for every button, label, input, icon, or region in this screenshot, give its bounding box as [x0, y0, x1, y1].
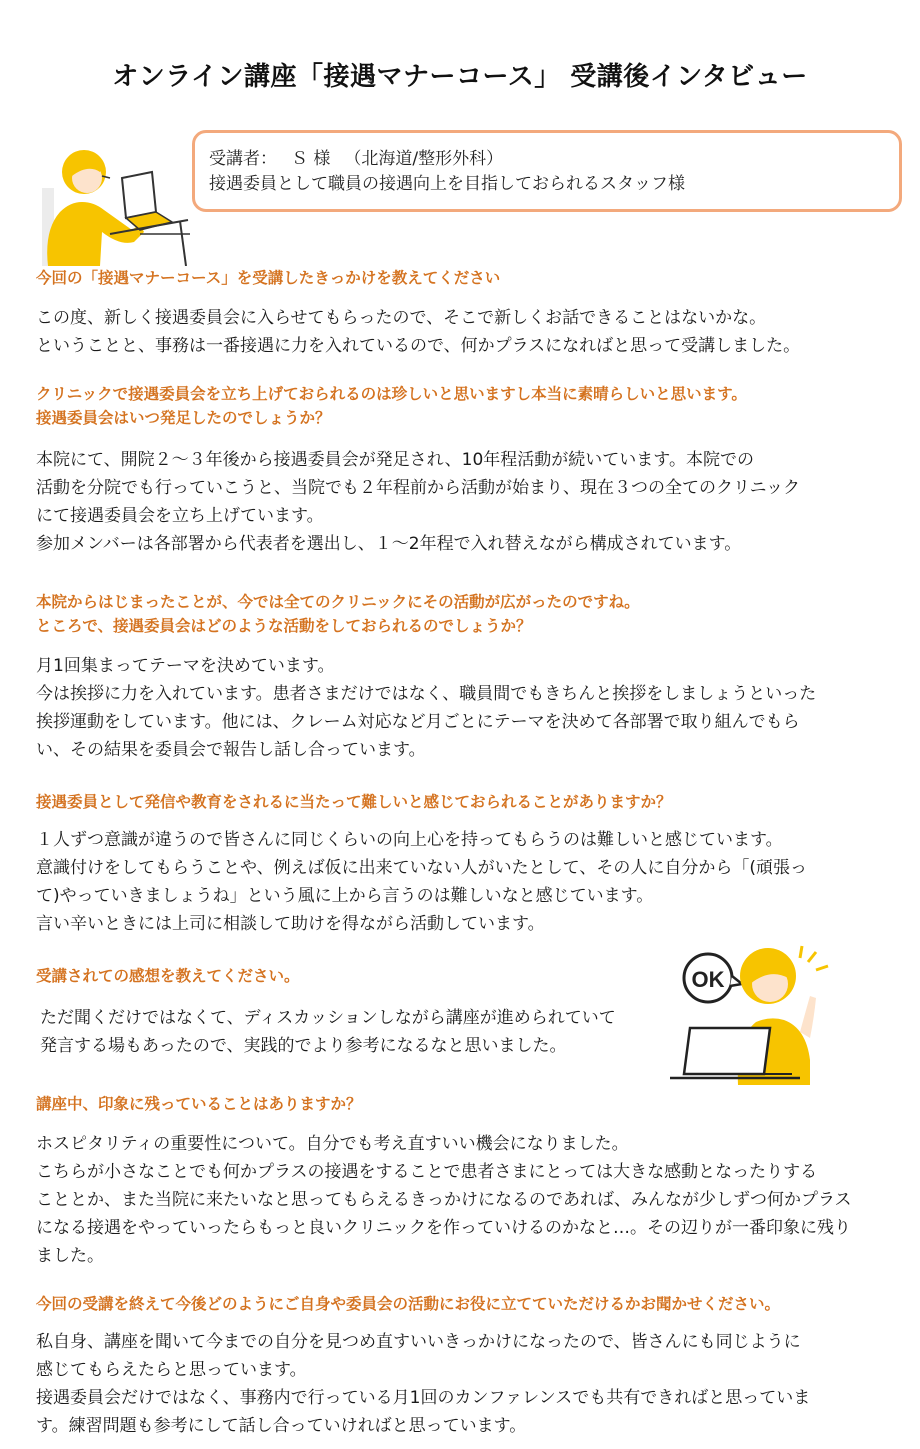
question-5: 受講されての感想を教えてください。 — [36, 967, 300, 985]
answer-2: 本院にて、開院２～３年後から接遇委員会が発足され、10年程活動が続いています。本院での 活動を分院でも行っていこうと、当院でも２年程前から活動が始まり、現在３つの全てのクリニック にて接遇委員会を立ち上げています。 参加メンバーは各部署から代表者を選出し、１～2年程で入れ替えながら構成されています。 — [36, 450, 800, 554]
profile-box — [192, 130, 902, 212]
ok-bubble-text: OK — [691, 967, 725, 992]
answer-4: １人ずつ意識が違うので皆さんに同じくらいの向上心を持ってもらうのは難しいと感じています。 意識付けをしてもらうことや、例えば仮に出来ていない人がいたとして、その人に自分から「(頑張っ て)やっていきましょうね」という風に上から言うのは難しいなと感じています。 言い辛いときには上司に相談して助けを得ながら活動しています。 — [36, 830, 807, 934]
ok-woman-illustration — [660, 940, 830, 1085]
answer-3: 月1回集まってテーマを決めています。 今は挨拶に力を入れています。患者さまだけではなく、職員間でもきちんと挨拶をしましょうといった 挨拶運動をしています。他には、クレーム対応など月ごとにテーマを決めて各部署で取り組んでもら い、その結果を委員会で報告し話し合っています。 — [36, 656, 817, 760]
answer-1: この度、新しく接遇委員会に入らせてもらったので、そこで新しくお話できることはないかな。 ということと、事務は一番接遇に力を入れているので、何かプラスになればと思って受講しました。 — [36, 308, 801, 356]
profile-location: （北海道/整形外科） — [344, 149, 504, 169]
question-3: 本院からはじまったことが、今では全てのクリニックにその活動が広がったのですね。 ところで、接遇委員会はどのような活動をしておられるのでしょうか？ — [36, 593, 640, 635]
answer-5: ただ聞くだけではなくて、ディスカッションしながら講座が進められていて 発言する場もあったので、実践的でより参考になるなと思いました。 — [40, 1008, 616, 1056]
answer-7: 私自身、講座を聞いて今までの自分を見つめ直すいいきっかけになったので、皆さんにも同じように 感じてもらえたらと思っています。 接遇委員会だけではなく、事務内で行っている月1回のカンファレンスでも共有できればと思っていま す。練習問題も参考にして話し合っていければと思っています。 — [36, 1332, 811, 1436]
woman-laptop-illustration — [40, 138, 190, 266]
question-6: 講座中、印象に残っていることはありますか？ — [36, 1095, 362, 1113]
question-4: 接遇委員として発信や教育をされるに当たって難しいと感じておられることがありますか？ — [36, 793, 672, 811]
profile-name-line — [209, 147, 885, 172]
question-7: 今回の受講を終えて今後どのようにご自身や委員会の活動にお役に立てていただけるかお聞かせください。 — [36, 1295, 781, 1313]
profile-name-label: 受講者： — [209, 149, 277, 169]
profile-name: Ｓ 様 — [291, 149, 331, 169]
page-title: オンライン講座「接遇マナーコース」 受講後インタビュー — [112, 62, 808, 92]
answer-6: ホスピタリティの重要性について。自分でも考え直すいい機会になりました。 こちらが小さなことでも何かプラスの接遇をすることで患者さまにとっては大きな感動となったりする こととか、また当院に来たいなと思ってもらえるきっかけになるのであれば、みんなが少しずつ何かプラス になる接遇をやっていったらもっと良いクリニックを作っていけるのかなと…。その辺りが一番印象に残り ました。 — [36, 1134, 852, 1266]
question-2: クリニックで接遇委員会を立ち上げておられるのは珍しいと思いますし本当に素晴らしいと思います。 接遇委員会はいつ発足したのでしょうか？ — [36, 385, 747, 427]
profile-description: 接遇委員として職員の接遇向上を目指しておられるスタッフ様 — [209, 174, 685, 194]
question-1: 今回の「接遇マナーコース」を受講したきっかけを教えてください — [36, 269, 501, 287]
